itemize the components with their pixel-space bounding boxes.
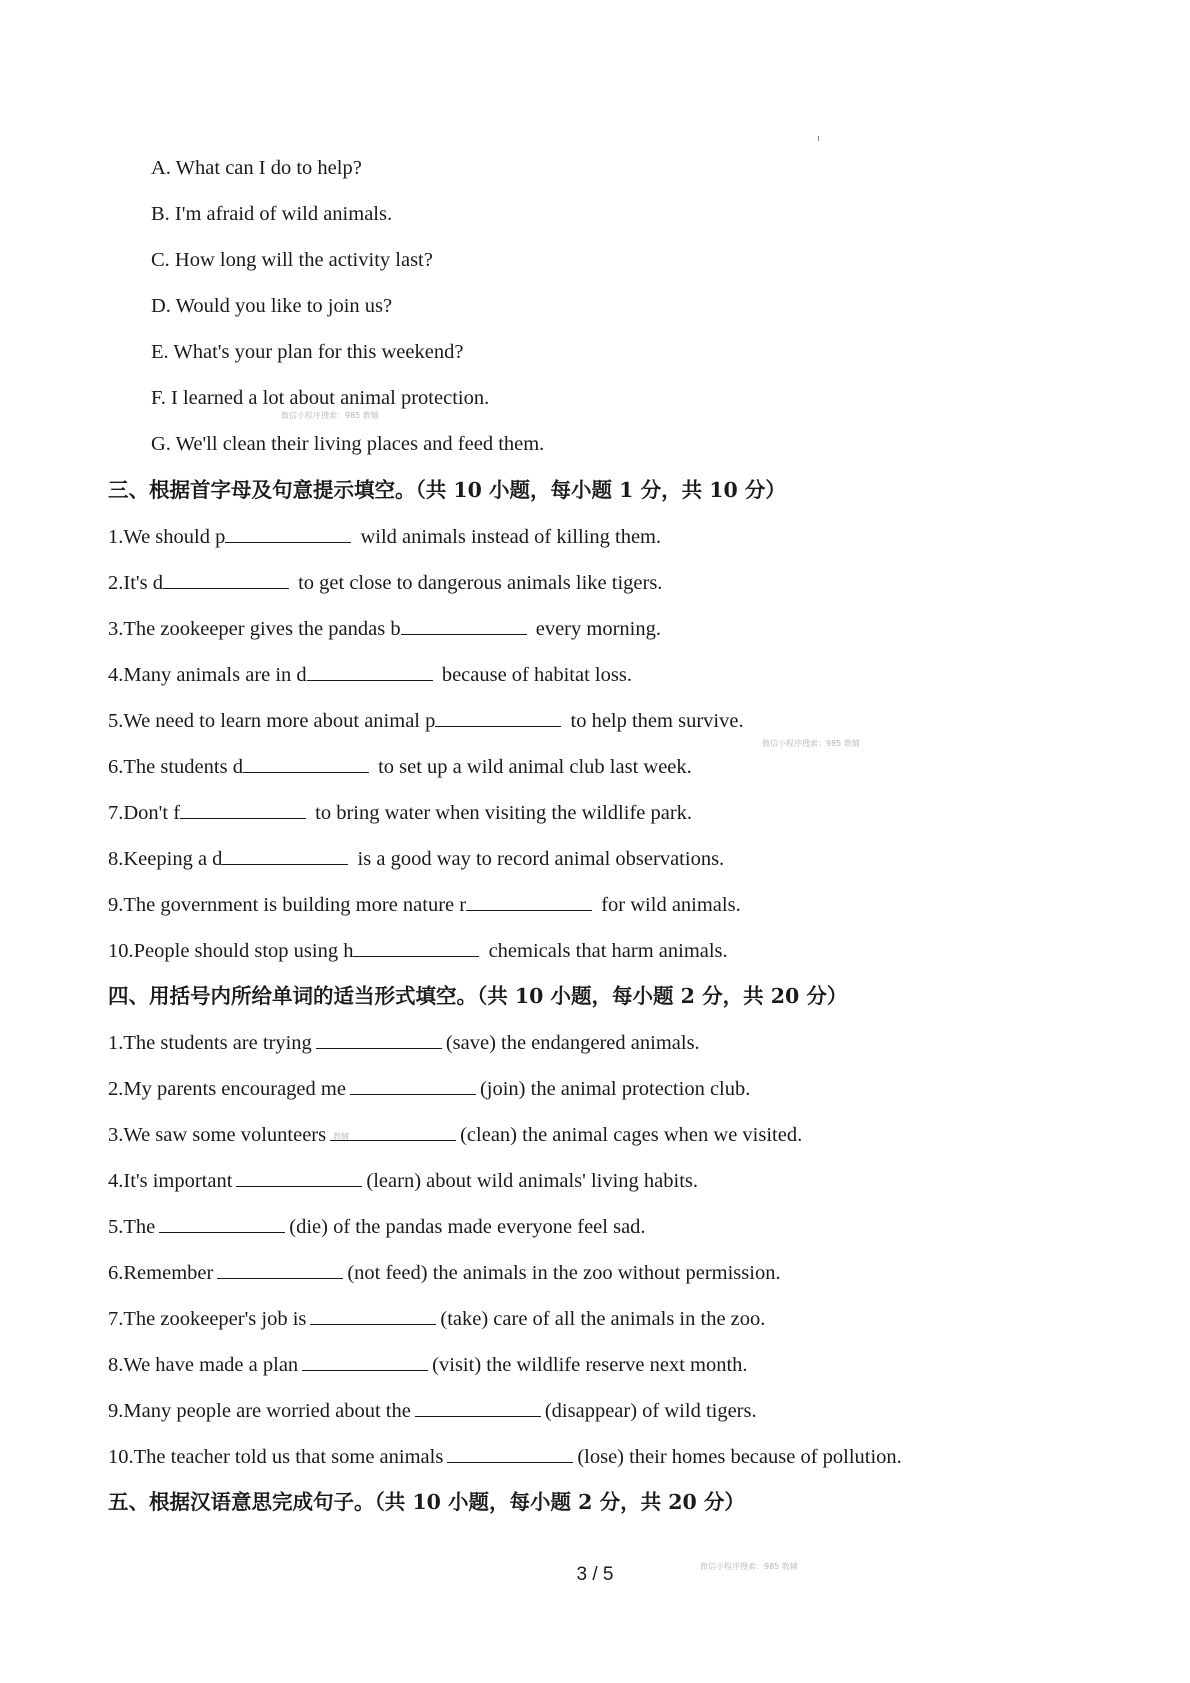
section-3-heading: 三、根据首字母及句意提示填空。（共 10 小题，每小题 1 分，共 10 分） <box>108 478 786 502</box>
s3-question-4: 4.Many animals are in d because of habitat loss. <box>108 664 632 686</box>
option-f: F. I learned a lot about animal protection. <box>151 387 490 409</box>
page-number: 3 / 5 <box>576 1564 614 1585</box>
answer-blank[interactable] <box>159 1214 285 1233</box>
section-4-heading: 四、用括号内所给单词的适当形式填空。（共 10 小题，每小题 2 分，共 20 分） <box>108 984 848 1008</box>
option-a: A. What can I do to help? <box>151 157 362 179</box>
s4-question-6: 6.Remember (not feed) the animals in the zoo without permission. <box>108 1262 781 1284</box>
s3-question-10: 10.People should stop using h chemicals that harm animals. <box>108 940 728 962</box>
answer-blank[interactable] <box>307 662 433 681</box>
option-c: C. How long will the activity last? <box>151 249 433 271</box>
answer-blank[interactable] <box>415 1398 541 1417</box>
answer-blank[interactable] <box>401 616 527 635</box>
option-e: E. What's your plan for this weekend? <box>151 341 464 363</box>
s4-question-2: 2.My parents encouraged me (join) the animal protection club. <box>108 1078 751 1100</box>
s4-question-8: 8.We have made a plan (visit) the wildlife reserve next month. <box>108 1354 748 1376</box>
s3-question-5: 5.We need to learn more about animal p to help them survive. <box>108 710 744 732</box>
answer-blank[interactable] <box>310 1306 436 1325</box>
s4-question-9: 9.Many people are worried about the (disappear) of wild tigers. <box>108 1400 757 1422</box>
s3-question-3: 3.The zookeeper gives the pandas b every morning. <box>108 618 661 640</box>
watermark: 微信小程序搜索：985 教辅 <box>762 739 860 748</box>
option-d: D. Would you like to join us? <box>151 295 393 317</box>
answer-blank[interactable] <box>163 570 289 589</box>
answer-blank[interactable] <box>353 938 479 957</box>
s4-question-1: 1.The students are trying (save) the endangered animals. <box>108 1032 700 1054</box>
page-mark <box>818 136 819 141</box>
answer-blank[interactable] <box>435 708 561 727</box>
s4-question-5: 5.The (die) of the pandas made everyone feel sad. <box>108 1216 646 1238</box>
watermark-fragment: 教辅 <box>333 1132 349 1141</box>
s4-question-7: 7.The zookeeper's job is (take) care of all the animals in the zoo. <box>108 1308 766 1330</box>
answer-blank[interactable] <box>302 1352 428 1371</box>
answer-blank[interactable] <box>447 1444 573 1463</box>
answer-blank[interactable] <box>316 1030 442 1049</box>
answer-blank[interactable] <box>243 754 369 773</box>
answer-blank[interactable] <box>236 1168 362 1187</box>
answer-blank[interactable] <box>350 1076 476 1095</box>
s3-question-2: 2.It's d to get close to dangerous animals like tigers. <box>108 572 663 594</box>
watermark: 微信小程序搜索：985 教辅 <box>281 411 379 420</box>
s4-question-10: 10.The teacher told us that some animals (lose) their homes because of pollution. <box>108 1446 902 1468</box>
s4-question-3: 3.We saw some volunteers (clean) the animal cages when we visited. <box>108 1124 803 1146</box>
s3-question-7: 7.Don't f to bring water when visiting the wildlife park. <box>108 802 693 824</box>
answer-blank[interactable] <box>225 524 351 543</box>
option-g: G. We'll clean their living places and feed them. <box>151 433 545 455</box>
s4-question-4: 4.It's important (learn) about wild animals' living habits. <box>108 1170 699 1192</box>
section-5-heading: 五、根据汉语意思完成句子。（共 10 小题，每小题 2 分，共 20 分） <box>108 1490 745 1514</box>
answer-blank[interactable] <box>217 1260 343 1279</box>
answer-blank[interactable] <box>330 1122 456 1141</box>
watermark: 微信小程序搜索：985 教辅 <box>700 1562 798 1571</box>
s3-question-6: 6.The students d to set up a wild animal club last week. <box>108 756 692 778</box>
s3-question-8: 8.Keeping a d is a good way to record animal observations. <box>108 848 725 870</box>
s3-question-1: 1.We should p wild animals instead of killing them. <box>108 526 662 548</box>
answer-blank[interactable] <box>222 846 348 865</box>
answer-blank[interactable] <box>180 800 306 819</box>
answer-blank[interactable] <box>466 892 592 911</box>
s3-question-9: 9.The government is building more nature r for wild animals. <box>108 894 741 916</box>
option-b: B. I'm afraid of wild animals. <box>151 203 393 225</box>
